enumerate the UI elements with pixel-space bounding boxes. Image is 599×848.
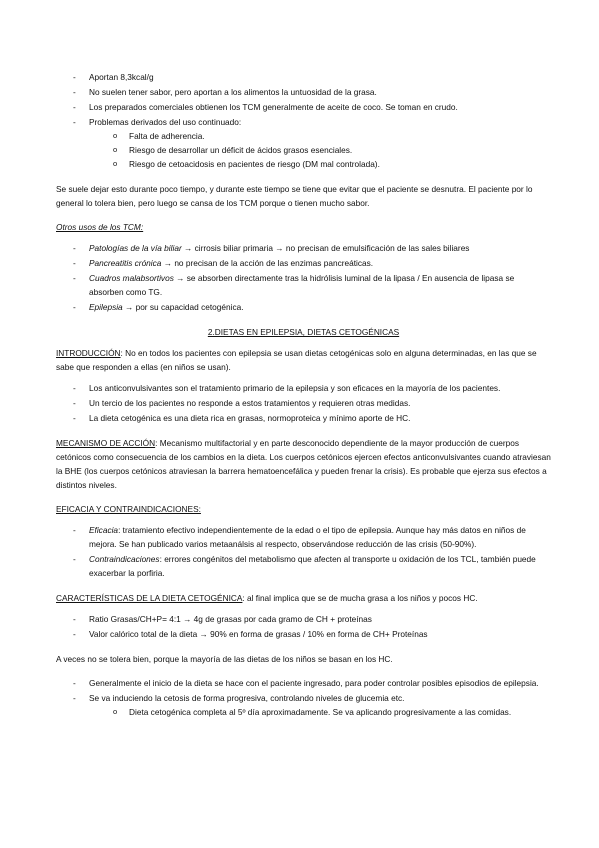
list-item: - Eficacia: tratamiento efectivo independientemente de la edad o el tipo de epilepsia. Aunque hay más datos en niños de mejora. Se han publicado varios metaanálsis al respecto, observándose reducción de las crisis (50-90%). <box>56 523 551 551</box>
final-list <box>56 676 551 719</box>
mecanismo-paragraph: MECANISMO DE ACCIÓN: Mecanismo multifactorial y en parte desconocido dependiente de la mayor producción de cuerpos cetónicos como consecuencia de los cambios en la dieta. Los cuerpos cetónicos ejercen efectos anticonvulsivantes cuando atraviesan la BHE (los cuerpos cetónicos atraviesan la barrera hematoencefálica y pueden frenar la crisis). Es probable que ejerza sus efectos a distintos niveles. <box>56 438 551 490</box>
tcm-properties-list <box>56 70 551 171</box>
paragraph: Se suele dejar esto durante poco tiempo, y durante este tiempo se tiene que evitar que el paciente se desnutra. El paciente por lo general lo tolera bien, pero luego se cansa de los TCM porque o tienen mucho sabor. <box>56 184 533 208</box>
intro-list <box>56 381 551 425</box>
list-item: - Aportan 8,3kcal/g <box>56 70 551 84</box>
list-item: - Epilepsia → por su capacidad cetogénica. <box>56 300 551 314</box>
list-item: - Los preparados comerciales obtienen los TCM generalmente de aceite de coco. Se toman en crudo. <box>56 100 551 114</box>
list-item: - Problemas derivados del uso continuado: o Falta de adherencia. o Riesgo de desarrollar un déficit de ácidos grasos esenciales. o Riesgo de cetoacidosis en pacientes de riesgo (DM mal controlada). <box>56 115 551 171</box>
problems-sublist <box>89 129 551 171</box>
list-item: - Pancreatitis crónica → no precisan de la acción de las enzimas pancreáticas. <box>56 256 551 270</box>
list-item: - La dieta cetogénica es una dieta rica en grasas, normoproteica y mínimo aporte de HC. <box>56 411 551 425</box>
eficacia-heading: EFICACIA Y CONTRAINDICACIONES: <box>56 504 201 514</box>
sublist-item: o Riesgo de desarrollar un déficit de ácidos grasos esenciales. <box>56 143 551 157</box>
list-item: - Contraindicaciones: errores congénitos del metabolismo que afecten al transporte u oxidación de los TCL, también puede exacerbar la porfiria. <box>56 552 551 580</box>
list-item: - Ratio Grasas/CH+P= 4:1 → 4g de grasas por cada gramo de CH + proteínas <box>56 612 551 626</box>
list-item: - Generalmente el inicio de la dieta se hace con el paciente ingresado, para poder controlar posibles episodios de epilepsia. <box>56 676 551 690</box>
final-sublist <box>89 705 551 719</box>
section-title: 2.DIETAS EN EPILEPSIA, DIETAS CETOGÉNICAS <box>207 327 400 337</box>
list-item: - Los anticonvulsivantes son el tratamiento primario de la epilepsia y son eficaces en la mayoría de los pacientes. <box>56 381 551 395</box>
list-item: - Un tercio de los pacientes no responde a estos tratamientos y requieren otras medidas. <box>56 396 551 410</box>
list-item: - Patologías de la vía biliar → cirrosis biliar primaria → no precisan de emulsificación de las sales biliares <box>56 241 551 255</box>
eficacia-list <box>56 523 551 580</box>
caracteristicas-list <box>56 612 551 641</box>
otros-usos-heading: Otros usos de los TCM: <box>56 222 144 232</box>
sublist-item: o Riesgo de cetoacidosis en pacientes de riesgo (DM mal controlada). <box>56 157 551 171</box>
sublist-item: o Dieta cetogénica completa al 5º día aproximadamente. Se va aplicando progresivamente a las comidas. <box>56 705 551 719</box>
sublist-item: o Falta de adherencia. <box>56 129 551 143</box>
list-item: - Cuadros malabsortivos → se absorben directamente tras la hidrólisis luminal de la lipasa / En ausencia de lipasa se absorben como TG. <box>56 271 551 299</box>
caracteristicas-paragraph: CARACTERÍSTICAS DE LA DIETA CETOGÉNICA: al final implica que se de mucha grasa a los niños y pocos HC. <box>56 593 478 603</box>
list-item: - Se va induciendo la cetosis de forma progresiva, controlando niveles de glucemia etc. o Dieta cetogénica completa al 5º día aproximadamente. Se va aplicando progresivamente a las comidas. <box>56 691 551 719</box>
list-item: - No suelen tener sabor, pero aportan a los alimentos la untuosidad de la grasa. <box>56 85 551 99</box>
paragraph: A veces no se tolera bien, porque la mayoría de las dietas de los niños se basan en los HC. <box>56 654 393 664</box>
list-item: - Valor calórico total de la dieta → 90% en forma de grasas / 10% en forma de CH+ Proteínas <box>56 627 551 641</box>
otros-usos-list <box>56 241 551 314</box>
intro-paragraph: INTRODUCCIÓN: No en todos los pacientes con epilepsia se usan dietas cetogénicas solo en alguna determinadas, en las que se sabe que responden a ellas (en niños se usan). <box>56 348 537 372</box>
